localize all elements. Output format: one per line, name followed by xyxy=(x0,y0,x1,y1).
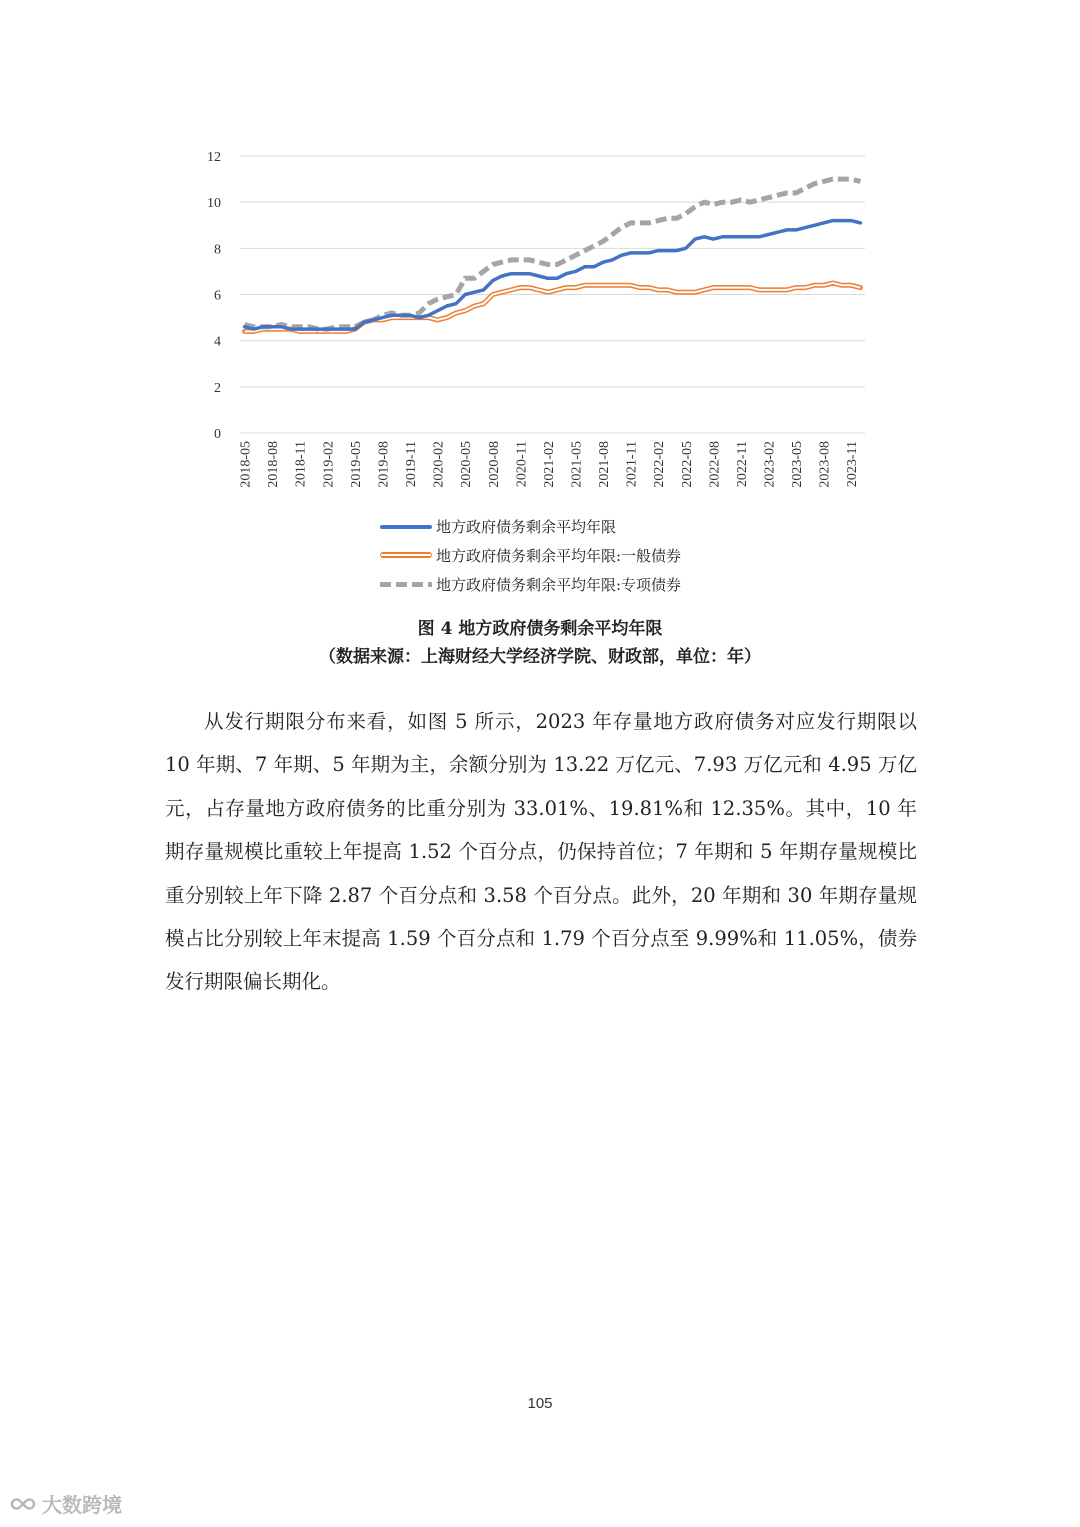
x-tick-label: 2023-11 xyxy=(845,441,861,488)
legend-swatch-solid xyxy=(380,521,432,533)
chart-legend xyxy=(380,512,681,599)
x-tick-label: 2018-05 xyxy=(238,441,254,488)
series-line-general-inner xyxy=(245,283,861,331)
y-tick-label: 10 xyxy=(207,196,221,212)
page-number: 105 xyxy=(527,1395,553,1412)
infinity-logo-icon xyxy=(8,1493,38,1515)
x-tick-label: 2021-08 xyxy=(597,441,613,488)
x-tick-label: 2022-11 xyxy=(734,441,750,488)
y-tick-label: 0 xyxy=(214,427,221,442)
x-tick-label: 2021-11 xyxy=(624,441,640,488)
x-tick-label: 2022-08 xyxy=(707,441,723,488)
x-tick-label: 2022-02 xyxy=(652,441,668,488)
x-tick-label: 2018-08 xyxy=(266,441,282,488)
x-tick-label: 2020-05 xyxy=(459,441,475,488)
x-tick-label: 2022-05 xyxy=(679,441,695,488)
x-tick-label: 2021-02 xyxy=(541,441,557,488)
watermark xyxy=(8,1489,122,1518)
legend-label: 地方政府债务剩余平均年限:专项债券 xyxy=(436,576,682,594)
y-tick-label: 4 xyxy=(214,334,221,350)
x-tick-label: 2019-08 xyxy=(376,441,392,488)
legend-swatch-double xyxy=(380,550,432,562)
x-tick-label: 2020-02 xyxy=(431,441,447,488)
x-tick-label: 2023-05 xyxy=(790,441,806,488)
x-tick-label: 2019-02 xyxy=(321,441,337,488)
x-tick-label: 2019-11 xyxy=(404,441,420,488)
figure-title: 图 4 地方政府债务剩余平均年限 xyxy=(417,619,663,639)
legend-item-general xyxy=(380,541,681,570)
x-tick-label: 2019-05 xyxy=(348,441,364,488)
x-tick-label: 2021-05 xyxy=(569,441,585,488)
line-chart xyxy=(0,0,1080,510)
y-axis-ticks xyxy=(207,150,221,442)
x-tick-label: 2020-08 xyxy=(486,441,502,488)
legend-label: 地方政府债务剩余平均年限:一般债券 xyxy=(436,547,682,565)
y-tick-label: 12 xyxy=(207,150,221,165)
legend-swatch-dashed xyxy=(380,579,432,591)
series-line-total xyxy=(245,221,861,330)
x-tick-label: 2020-11 xyxy=(514,441,530,488)
y-tick-label: 8 xyxy=(214,242,221,258)
x-tick-label: 2018-11 xyxy=(293,441,309,488)
x-tick-label: 2023-08 xyxy=(817,441,833,488)
legend-label: 地方政府债务剩余平均年限 xyxy=(436,518,617,536)
y-tick-label: 6 xyxy=(214,288,221,304)
body-paragraph: 从发行期限分布来看，如图 5 所示，2023 年存量地方政府债务对应发行期限以 10 年期、7 年期、5 年期为主，余额分别为 13.22 万亿元、7.93 万亿元和 4.95 万亿元，占存量地方政府债务的比重分别为 33.01%、19.81%和 12.35%。其中，10 年期存量规模比重较上年提高 1.52 个百分点，仍保持首位；7 年期和 5 年期存量规模比重分别较上年下降 2.87 个百分点和 3.58 个百分点。此外，20 年期和 30 年期存量规模占比分别较上年末提高 1.59 个百分点和 1.79 个百分点至 9.99%和 11.05%，债券发行期限偏长期化。 xyxy=(165,710,917,994)
x-tick-label: 2023-02 xyxy=(762,441,778,488)
legend-item-special xyxy=(380,570,681,599)
x-axis-ticks xyxy=(239,441,861,488)
legend-item-total xyxy=(380,512,681,541)
figure-source: （数据来源：上海财经大学经济学院、财政部，单位：年） xyxy=(319,647,761,667)
watermark-text: 大数跨境 xyxy=(42,1493,122,1517)
series-line-special xyxy=(245,179,861,329)
y-tick-label: 2 xyxy=(214,380,221,396)
